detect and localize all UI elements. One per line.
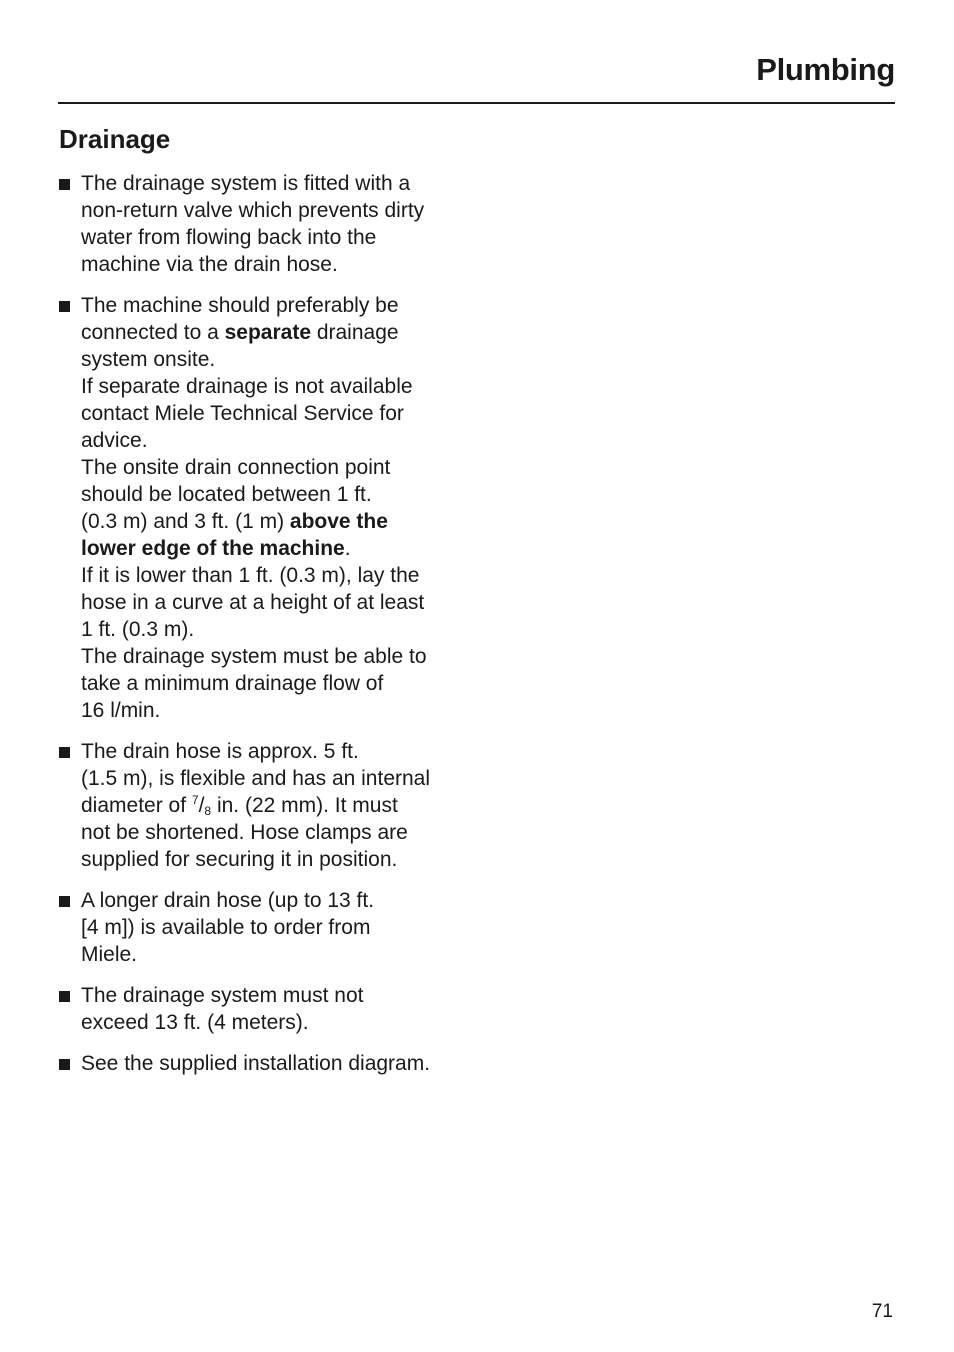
list-item — [58, 170, 478, 278]
text-line: supplied for securing it in position. — [81, 848, 398, 871]
text-line: The drainage system must not — [81, 984, 364, 1007]
list-item — [58, 738, 478, 873]
text-segment: drainage — [311, 321, 399, 344]
text-line: not be shortened. Hose clamps are — [81, 821, 408, 844]
fraction-slash: / — [198, 794, 205, 817]
text-segment: connected to a — [81, 321, 225, 344]
text-line: hose in a curve at a height of at least — [81, 591, 425, 614]
text-line: exceed 13 ft. (4 meters). — [81, 1011, 309, 1034]
text-line: system onsite. — [81, 348, 216, 371]
text-line: 1 ft. (0.3 m). — [81, 618, 195, 641]
list-item — [58, 982, 478, 1036]
page-title: Plumbing — [756, 52, 895, 87]
square-bullet-icon — [59, 747, 70, 758]
text-segment: . — [344, 537, 351, 560]
text-line — [81, 792, 478, 819]
text-line: 16 l/min. — [81, 699, 161, 722]
text-line: (1.5 m), is flexible and has an internal — [81, 767, 431, 790]
square-bullet-icon — [59, 896, 70, 907]
page-number: 71 — [871, 1301, 893, 1322]
text-segment: (0.3 m) and 3 ft. (1 m) — [81, 510, 290, 533]
text-line: should be located between 1 ft. — [81, 483, 372, 506]
text-line: advice. — [81, 429, 148, 452]
text-line — [81, 508, 478, 535]
square-bullet-icon — [59, 301, 70, 312]
list-item — [58, 1050, 478, 1077]
text-line: non-return valve which prevents dirty — [81, 199, 425, 222]
text-line: If separate drainage is not available — [81, 375, 413, 398]
text-line: take a minimum drainage flow of — [81, 672, 384, 695]
square-bullet-icon — [59, 991, 70, 1002]
text-line: See the supplied installation diagram. — [81, 1052, 431, 1075]
bullet-list — [58, 170, 478, 1091]
text-line — [81, 319, 478, 346]
text-line: The machine should preferably be — [81, 294, 399, 317]
text-segment: diameter of — [81, 794, 192, 817]
text-line: machine via the drain hose. — [81, 253, 338, 276]
text-line: The drainage system must be able to — [81, 645, 427, 668]
text-line: Miele. — [81, 943, 138, 966]
text-segment: in. (22 mm). It must — [211, 794, 398, 817]
text-line: If it is lower than 1 ft. (0.3 m), lay the — [81, 564, 420, 587]
text-line: The onsite drain connection point — [81, 456, 391, 479]
page-header — [58, 48, 895, 104]
emphasis-text: lower edge of the machine — [81, 537, 345, 560]
text-line — [81, 535, 478, 562]
section-heading: Drainage — [59, 124, 171, 154]
square-bullet-icon — [59, 1059, 70, 1070]
text-line: [4 m]) is available to order from — [81, 916, 371, 939]
text-line: contact Miele Technical Service for — [81, 402, 404, 425]
text-line: A longer drain hose (up to 13 ft. — [81, 889, 375, 912]
emphasis-text: separate — [224, 321, 311, 344]
fraction-denominator: 8 — [204, 804, 212, 818]
list-item — [58, 887, 478, 968]
square-bullet-icon — [59, 179, 70, 190]
fraction-numerator: 7 — [191, 793, 199, 807]
text-line: water from flowing back into the — [81, 226, 377, 249]
text-line: The drainage system is fitted with a — [81, 172, 411, 195]
emphasis-text: above the — [289, 510, 388, 533]
text-line: The drain hose is approx. 5 ft. — [81, 740, 359, 763]
list-item — [58, 292, 478, 724]
